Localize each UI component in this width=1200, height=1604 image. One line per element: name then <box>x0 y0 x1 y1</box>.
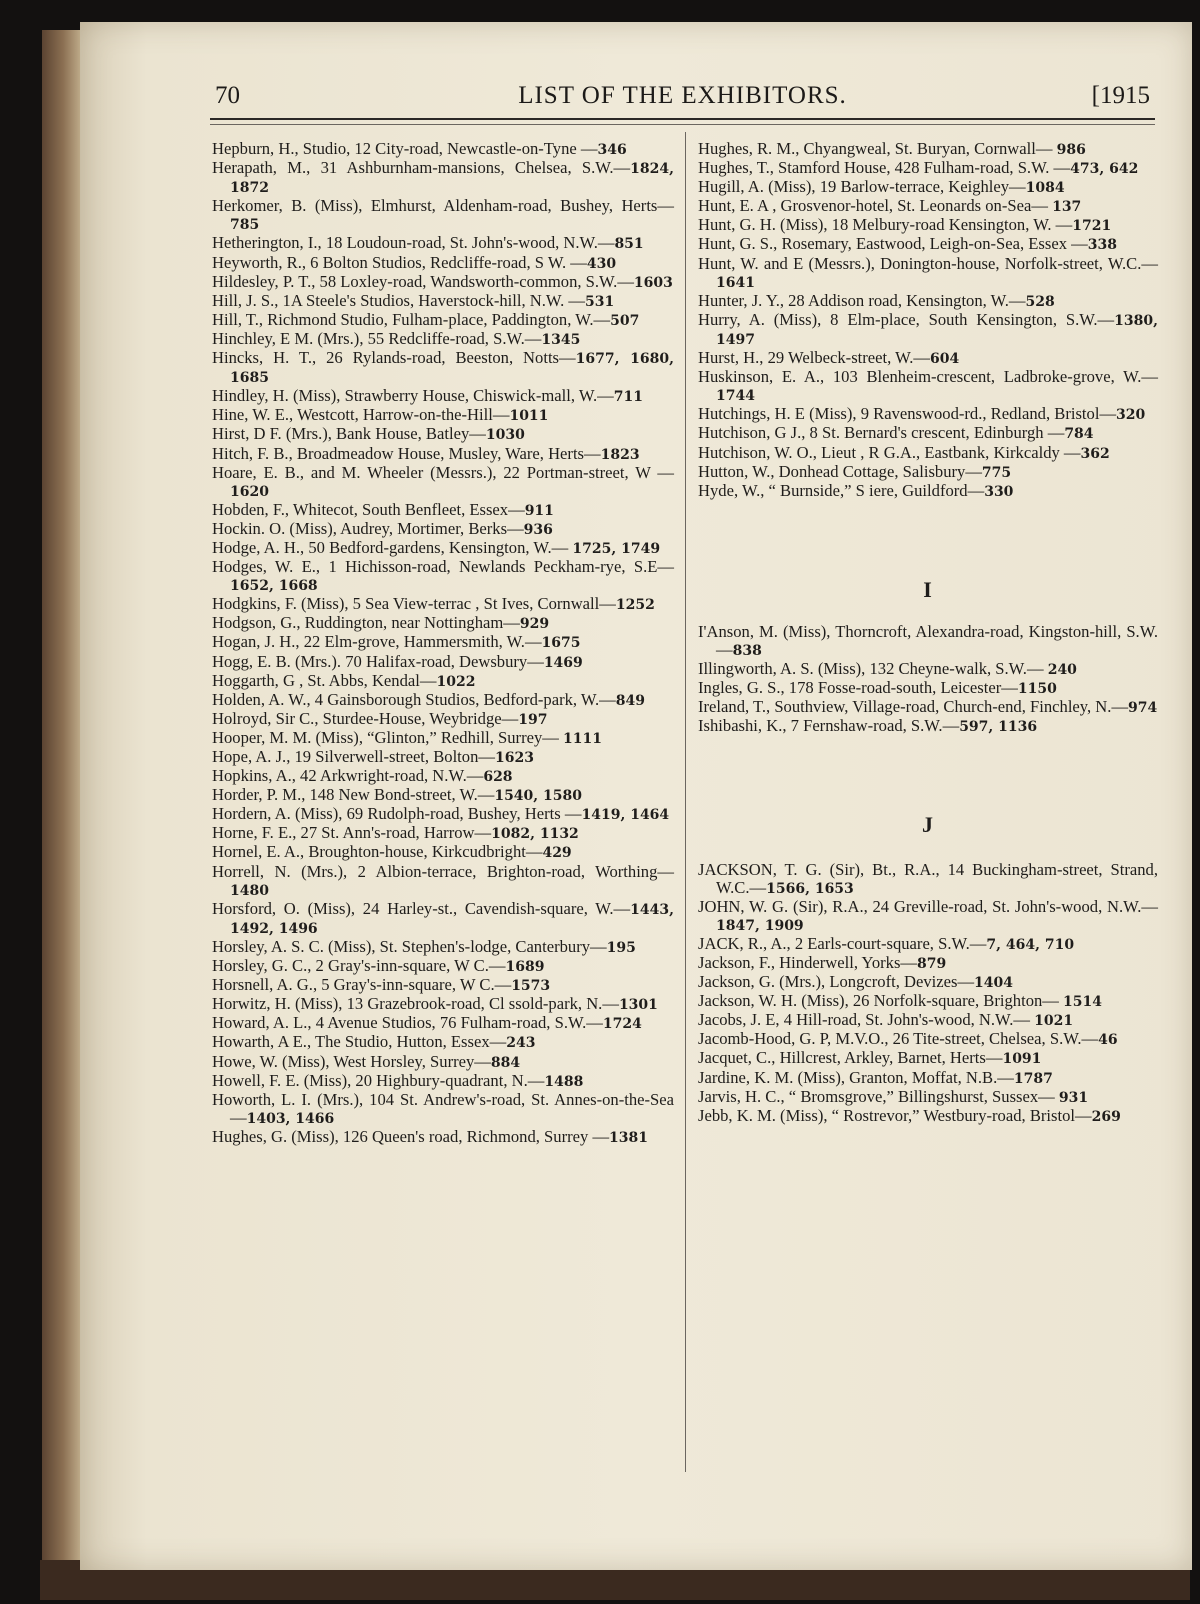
catalogue-numbers: 1823 <box>600 446 640 463</box>
exhibitor-entry <box>212 140 674 159</box>
exhibitor-entry <box>212 425 674 444</box>
exhibitor-details: Horne, F. E., 27 St. Ann's-road, Harrow— <box>212 823 492 843</box>
page-header <box>215 82 1150 122</box>
catalogue-numbers: 1652, 1668 <box>230 578 318 595</box>
catalogue-numbers: 1022 <box>436 673 476 690</box>
exhibitor-details: Hughes, T., Stamford House, 428 Fulham-road, S.W. — <box>698 158 1071 178</box>
catalogue-numbers: 1404 <box>974 975 1014 992</box>
catalogue-numbers: 1111 <box>563 730 602 747</box>
catalogue-numbers: 1603 <box>633 274 673 291</box>
exhibitor-details: JACK, R., A., 2 Earls-court-square, S.W.— <box>698 933 987 953</box>
catalogue-numbers: 1150 <box>1017 681 1057 698</box>
exhibitor-details: Hoare, E. B., and M. Wheeler (Messrs.), 22 Portman-street, W — <box>212 462 674 482</box>
catalogue-numbers: 507 <box>610 312 640 329</box>
exhibitor-details: Jackson, F., Hinderwell, Yorks— <box>698 953 917 972</box>
exhibitor-details: Hunter, J. Y., 28 Addison road, Kensington, W.— <box>698 290 1026 310</box>
exhibitor-entry <box>698 954 1158 973</box>
header-rule-thin <box>210 124 1155 125</box>
catalogue-numbers: 1824, 1872 <box>230 161 674 197</box>
catalogue-numbers: 269 <box>1091 1108 1121 1125</box>
exhibitor-details: Hutchison, G J., 8 St. Bernard's crescent, Edinburgh — <box>698 423 1065 443</box>
exhibitor-entry <box>212 995 674 1014</box>
exhibitor-details: Hine, W. E., Westcott, Harrow-on-the-Hill— <box>212 405 510 425</box>
catalogue-numbers: 849 <box>615 692 646 709</box>
exhibitor-entry <box>212 1053 674 1072</box>
exhibitor-details: Hill, J. S., 1A Steele's Studios, Haverstock-hill, N.W. — <box>212 290 585 310</box>
exhibitor-details: Hordern, A. (Miss), 69 Rudolph-road, Bushey, Herts — <box>212 804 582 824</box>
catalogue-numbers: 1689 <box>505 959 545 976</box>
exhibitor-details: Hoggarth, G , St. Abbs, Kendal— <box>212 670 437 690</box>
exhibitor-entry <box>212 1072 674 1091</box>
exhibitor-details: Jacquet, C., Hillcrest, Arkley, Barnet, Herts— <box>698 1048 1003 1068</box>
exhibitor-details: Holden, A. W., 4 Gainsborough Studios, Bedford-park, W.— <box>212 689 616 709</box>
exhibitor-details: Howell, F. E. (Miss), 20 Highbury-quadrant, N.— <box>212 1070 545 1090</box>
catalogue-numbers: 784 <box>1064 426 1094 443</box>
exhibitor-details: Howorth, L. I. (Mrs.), 104 St. Andrew's-road, St. Annes-on-the-Sea— <box>212 1089 674 1127</box>
exhibitor-entry <box>698 349 1158 368</box>
catalogue-numbers: 1847, 1909 <box>716 917 804 934</box>
exhibitor-details: Hugill, A. (Miss), 19 Barlow-terrace, Keighley— <box>698 177 1026 197</box>
catalogue-numbers: 785 <box>230 217 260 234</box>
catalogue-numbers: 1744 <box>716 388 755 405</box>
year-label: [1915 <box>1091 82 1150 109</box>
exhibitor-details: Howe, W. (Miss), West Horsley, Surrey— <box>212 1051 491 1071</box>
exhibitor-entry <box>698 159 1158 178</box>
exhibitor-details: Horsley, A. S. C. (Miss), St. Stephen's-lodge, Canterbury— <box>212 936 607 956</box>
exhibitor-entry <box>212 863 674 900</box>
exhibitor-details: Hitch, F. B., Broadmeadow House, Musley, Ware, Herts— <box>212 443 601 463</box>
exhibitor-details: Jacobs, J. E, 4 Hill-road, St. John's-wood, N.W.— <box>698 1010 1035 1030</box>
catalogue-numbers: 1419, 1464 <box>581 807 670 824</box>
exhibitor-entry <box>212 633 674 652</box>
exhibitor-entry <box>212 1033 674 1052</box>
exhibitor-details: Horrell, N. (Mrs.), 2 Albion-terrace, Brighton-road, Worthing— <box>212 861 674 881</box>
exhibitor-details: Jarvis, H. C., “ Bromsgrove,” Billingshurst, Sussex— <box>698 1086 1059 1106</box>
catalogue-numbers: 628 <box>483 769 513 786</box>
catalogue-numbers: 1724 <box>602 1016 642 1033</box>
exhibitor-entry <box>698 482 1158 501</box>
exhibitor-details: Herapath, M., 31 Ashburnham-mansions, Chelsea, S.W.— <box>212 158 631 178</box>
exhibitor-details: Hogg, E. B. (Mrs.). 70 Halifax-road, Dewsbury— <box>212 651 544 671</box>
exhibitor-entry <box>698 717 1158 736</box>
catalogue-numbers: 195 <box>606 939 636 956</box>
exhibitor-details: Hunt, G. H. (Miss), 18 Melbury-road Kensington, W. — <box>698 215 1073 235</box>
catalogue-numbers: 936 <box>523 521 553 538</box>
exhibitor-entry <box>698 311 1158 349</box>
catalogue-numbers: 879 <box>917 956 947 972</box>
exhibitor-entry <box>698 679 1158 698</box>
exhibitor-details: Horwitz, H. (Miss), 13 Grazebrook-road, Cl ssold-park, N.— <box>212 994 619 1014</box>
exhibitor-entry <box>212 1014 674 1033</box>
catalogue-numbers: 320 <box>1116 407 1146 424</box>
exhibitor-entry <box>698 1107 1158 1126</box>
exhibitor-details: JACKSON, T. G. (Sir), Bt., R.A., 14 Buckingham-street, Strand, W.C.— <box>698 859 1158 897</box>
exhibitor-entry <box>698 292 1158 311</box>
catalogue-numbers: 240 <box>1047 662 1077 679</box>
catalogue-numbers: 1540, 1580 <box>494 788 583 805</box>
exhibitor-details: Illingworth, A. S. (Miss), 132 Cheyne-walk, S.W.— <box>698 659 1048 679</box>
header-rule <box>210 118 1155 120</box>
exhibitor-entry <box>212 748 674 767</box>
catalogue-numbers: 1488 <box>544 1073 584 1090</box>
catalogue-numbers: 711 <box>613 389 643 406</box>
exhibitor-details: Howarth, A E., The Studio, Hutton, Essex— <box>212 1032 507 1052</box>
catalogue-numbers: 7, 464, 710 <box>986 936 1075 953</box>
catalogue-numbers: 197 <box>518 711 548 728</box>
catalogue-numbers: 851 <box>614 236 644 253</box>
exhibitor-entry <box>698 424 1158 443</box>
catalogue-numbers: 974 <box>1128 700 1158 717</box>
catalogue-numbers: 1084 <box>1025 180 1065 197</box>
catalogue-numbers: 604 <box>930 351 960 368</box>
catalogue-numbers: 1301 <box>618 997 658 1014</box>
exhibitor-entry <box>698 1049 1158 1068</box>
exhibitor-details: Hooper, M. M. (Miss), “Glinton,” Redhill, Surrey— <box>212 727 563 747</box>
catalogue-numbers: 430 <box>586 255 617 272</box>
exhibitor-entry <box>212 824 674 843</box>
exhibitor-details: Jardine, K. M. (Miss), Granton, Moffat, N.B.— <box>698 1067 1014 1087</box>
exhibitor-entry <box>698 660 1158 679</box>
exhibitor-details: Hope, A. J., 19 Silverwell-street, Bolton— <box>212 747 495 766</box>
column-divider <box>685 132 686 1472</box>
catalogue-numbers: 46 <box>1098 1032 1118 1049</box>
h-entries <box>698 140 1158 501</box>
exhibitor-details: Hodges, W. E., 1 Hichisson-road, Newlands Peckham-rye, S.E— <box>212 557 674 577</box>
exhibitor-entry <box>698 1011 1158 1030</box>
exhibitor-details: Jacomb-Hood, G. P, M.V.O., 26 Tite-street, Chelsea, S.W.— <box>698 1029 1099 1049</box>
catalogue-numbers: 1677, 1680, 1685 <box>230 351 674 387</box>
exhibitor-details: Howard, A. L., 4 Avenue Studios, 76 Fulham-road, S.W.— <box>212 1013 603 1033</box>
exhibitor-entry <box>212 672 674 691</box>
catalogue-numbers: 330 <box>984 483 1014 500</box>
exhibitor-details: Hodge, A. H., 50 Bedford-gardens, Kensington, W.— <box>212 537 573 557</box>
exhibitor-details: Hornel, E. A., Broughton-house, Kirkcudbright— <box>212 842 543 862</box>
exhibitor-details: Hobden, F., Whitecot, South Benfleet, Essex— <box>212 499 525 519</box>
exhibitor-entry <box>698 1069 1158 1088</box>
exhibitor-details: Hinchley, E M. (Mrs.), 55 Redcliffe-road, S.W.— <box>212 328 542 348</box>
catalogue-numbers: 1252 <box>615 597 655 614</box>
exhibitor-entry <box>212 311 674 330</box>
exhibitor-entry <box>212 464 674 501</box>
exhibitor-entry <box>698 973 1158 992</box>
exhibitor-entry <box>212 957 674 976</box>
exhibitor-details: Heyworth, R., 6 Bolton Studios, Redcliffe-road, S W. — <box>212 252 587 272</box>
exhibitor-entry <box>212 786 674 805</box>
exhibitor-entry <box>212 1128 674 1147</box>
i-entries <box>698 623 1158 737</box>
exhibitor-entry <box>698 992 1158 1011</box>
exhibitor-entry <box>212 767 674 786</box>
exhibitor-entry <box>212 273 674 292</box>
exhibitor-entry <box>212 330 674 349</box>
catalogue-numbers: 775 <box>981 464 1012 481</box>
exhibitor-entry <box>212 805 674 824</box>
exhibitor-details: Hurst, H., 29 Welbeck-street, W.— <box>698 348 931 368</box>
exhibitor-entry <box>212 843 674 862</box>
exhibitor-details: JOHN, W. G. (Sir), R.A., 24 Greville-road, St. John's-wood, N.W.— <box>698 896 1158 916</box>
exhibitor-details: Horsley, G. C., 2 Gray's-inn-square, W C.— <box>212 956 506 976</box>
exhibitor-entry <box>698 140 1158 159</box>
catalogue-numbers: 1566, 1653 <box>766 880 854 897</box>
exhibitor-details: Hutton, W., Donhead Cottage, Salisbury— <box>698 461 982 481</box>
exhibitor-entry <box>698 898 1158 935</box>
exhibitor-entry <box>212 197 674 234</box>
exhibitor-entry <box>212 539 674 558</box>
exhibitor-entry <box>212 729 674 748</box>
exhibitor-details: Hincks, H. T., 26 Rylands-road, Beeston, Notts— <box>212 348 576 368</box>
exhibitor-details: Hindley, H. (Miss), Strawberry House, Chiswick-mall, W.— <box>212 386 614 406</box>
exhibitor-entry <box>212 710 674 729</box>
catalogue-numbers: 929 <box>519 616 550 633</box>
catalogue-numbers: 1011 <box>509 408 549 425</box>
catalogue-numbers: 1403, 1466 <box>246 1110 335 1127</box>
exhibitor-entry <box>698 935 1158 954</box>
exhibitor-details: Hockin. O. (Miss), Audrey, Mortimer, Berks— <box>212 518 524 538</box>
exhibitor-entry <box>212 387 674 406</box>
right-column <box>698 140 1158 1126</box>
exhibitor-entry <box>698 463 1158 482</box>
catalogue-numbers: 1623 <box>495 750 534 766</box>
catalogue-numbers: 1021 <box>1034 1013 1074 1030</box>
exhibitor-entry <box>698 1030 1158 1049</box>
section-letter-i: I <box>923 576 933 602</box>
exhibitor-entry <box>212 501 674 520</box>
exhibitor-details: Hunt, G. S., Rosemary, Eastwood, Leigh-on-Sea, Essex — <box>698 234 1088 254</box>
catalogue-numbers: 1380, 1497 <box>716 312 1158 348</box>
catalogue-numbers: 911 <box>524 502 554 519</box>
exhibitor-entry <box>698 861 1158 898</box>
exhibitor-entry <box>212 558 674 595</box>
exhibitor-entry <box>212 234 674 253</box>
catalogue-numbers: 1345 <box>541 331 581 348</box>
exhibitor-entry <box>212 595 674 614</box>
catalogue-numbers: 1091 <box>1002 1051 1042 1068</box>
exhibitor-entry <box>212 520 674 539</box>
exhibitor-details: Hirst, D F. (Mrs.), Bank House, Batley— <box>212 424 486 444</box>
catalogue-numbers: 838 <box>732 642 762 659</box>
catalogue-numbers: 1030 <box>485 427 525 444</box>
exhibitor-entry <box>698 235 1158 254</box>
catalogue-numbers: 362 <box>1080 445 1110 462</box>
exhibitor-details: Horsford, O. (Miss), 24 Harley-st., Cavendish-square, W.— <box>212 898 631 918</box>
catalogue-numbers: 1675 <box>541 635 581 652</box>
exhibitor-details: Hildesley, P. T., 58 Loxley-road, Wandsworth-common, S.W.— <box>212 271 634 291</box>
left-column <box>212 140 674 1147</box>
catalogue-numbers: 346 <box>597 142 627 158</box>
exhibitor-details: Hutchison, W. O., Lieut , R G.A., Eastbank, Kirkcaldy — <box>698 442 1081 462</box>
exhibitor-details: Hyde, W., “ Burnside,” S iere, Guildford— <box>698 480 985 500</box>
exhibitor-entry <box>212 976 674 995</box>
exhibitor-details: Jebb, K. M. (Miss), “ Rostrevor,” Westbury-road, Bristol— <box>698 1105 1092 1125</box>
exhibitor-entry <box>212 406 674 425</box>
catalogue-numbers: 597, 1136 <box>959 719 1038 736</box>
exhibitor-entry <box>212 938 674 957</box>
catalogue-numbers: 531 <box>584 293 615 310</box>
catalogue-numbers: 931 <box>1058 1089 1089 1106</box>
exhibitor-entry <box>212 900 674 938</box>
exhibitor-entry <box>698 216 1158 235</box>
exhibitor-entry <box>212 691 674 710</box>
catalogue-numbers: 429 <box>542 845 572 862</box>
exhibitor-entry <box>698 1088 1158 1107</box>
exhibitor-details: Hunt, E. A , Grosvenor-hotel, St. Leonards on-Sea— <box>698 196 1053 216</box>
exhibitor-details: Horder, P. M., 148 New Bond-street, W.— <box>212 785 495 805</box>
exhibitor-details: Herkomer, B. (Miss), Elmhurst, Aldenham-road, Bushey, Herts— <box>212 196 674 216</box>
catalogue-numbers: 1443, 1492, 1496 <box>230 901 674 937</box>
catalogue-numbers: 338 <box>1087 237 1117 254</box>
page-number: 70 <box>215 82 240 109</box>
exhibitor-details: Hetherington, I., 18 Loudoun-road, St. John's-wood, N.W.— <box>212 233 615 253</box>
exhibitor-entry <box>212 159 674 197</box>
catalogue-numbers: 1514 <box>1063 994 1102 1011</box>
exhibitor-details: Hogan, J. H., 22 Elm-grove, Hammersmith, W.— <box>212 632 542 652</box>
catalogue-numbers: 1721 <box>1072 218 1112 235</box>
catalogue-numbers: 1082, 1132 <box>491 826 579 843</box>
exhibitor-details: Hopkins, A., 42 Arkwright-road, N.W.— <box>212 766 484 786</box>
exhibitor-details: I'Anson, M. (Miss), Thorncroft, Alexandra-road, Kingston-hill, S.W.— <box>698 621 1158 659</box>
exhibitor-entry <box>698 255 1158 292</box>
catalogue-numbers: 243 <box>506 1035 536 1052</box>
exhibitor-details: Hunt, W. and E (Messrs.), Donington-house, Norfolk-street, W.C.— <box>698 253 1158 273</box>
exhibitor-details: Hughes, G. (Miss), 126 Queen's road, Richmond, Surrey — <box>212 1126 610 1146</box>
exhibitor-details: Hepburn, H., Studio, 12 City-road, Newcastle-on-Tyne — <box>212 139 598 158</box>
exhibitor-entry <box>212 292 674 311</box>
catalogue-numbers: 137 <box>1052 199 1082 216</box>
catalogue-numbers: 1641 <box>716 274 755 291</box>
page-title: LIST OF THE EXHIBITORS. <box>518 82 847 109</box>
exhibitor-details: Ireland, T., Southview, Village-road, Church-end, Finchley, N.— <box>698 697 1129 717</box>
exhibitor-details: Jackson, W. H. (Miss), 26 Norfolk-square, Brighton— <box>698 991 1064 1011</box>
exhibitor-details: Hughes, R. M., Chyangweal, St. Buryan, Cornwall— <box>698 139 1057 158</box>
exhibitor-details: Horsnell, A. G., 5 Gray's-inn-square, W C.— <box>212 975 512 995</box>
catalogue-numbers: 1620 <box>230 483 269 500</box>
exhibitor-details: Hodgkins, F. (Miss), 5 Sea View-terrac , St Ives, Cornwall— <box>212 594 616 614</box>
catalogue-numbers: 1573 <box>511 978 551 995</box>
catalogue-numbers: 1469 <box>543 654 583 671</box>
catalogue-numbers: 1787 <box>1013 1070 1053 1087</box>
catalogue-numbers: 1725, 1749 <box>572 540 661 557</box>
j-entries <box>698 861 1158 1126</box>
exhibitor-details: Hodgson, G., Ruddington, near Nottingham— <box>212 613 520 633</box>
catalogue-numbers: 528 <box>1025 293 1055 310</box>
exhibitor-entry <box>698 405 1158 424</box>
catalogue-numbers: 1480 <box>230 882 269 899</box>
exhibitor-details: Hurry, A. (Miss), 8 Elm-place, South Kensington, S.W.— <box>698 309 1115 329</box>
catalogue-numbers: 986 <box>1056 142 1086 158</box>
section-letter-j: J <box>922 812 934 838</box>
exhibitor-entry <box>698 368 1158 405</box>
exhibitor-entry <box>698 623 1158 660</box>
catalogue-numbers: 884 <box>490 1054 521 1071</box>
exhibitor-entry <box>212 349 674 387</box>
exhibitor-entry <box>212 254 674 273</box>
exhibitor-details: Huskinson, E. A., 103 Blenheim-crescent, Ladbroke-grove, W.— <box>698 367 1158 387</box>
exhibitor-entry <box>698 444 1158 463</box>
exhibitor-entry <box>698 698 1158 717</box>
exhibitor-details: Hutchings, H. E (Miss), 9 Ravenswood-rd., Redland, Bristol— <box>698 404 1117 424</box>
exhibitor-details: Hill, T., Richmond Studio, Fulham-place, Paddington, W.— <box>212 309 611 329</box>
catalogue-numbers: 473, 642 <box>1070 161 1139 178</box>
exhibitor-entry <box>212 653 674 672</box>
exhibitor-entry <box>698 197 1158 216</box>
exhibitor-details: Ishibashi, K., 7 Fernshaw-road, S.W.— <box>698 716 960 736</box>
exhibitor-entry <box>212 614 674 633</box>
catalogue-numbers: 1381 <box>609 1129 649 1146</box>
exhibitor-details: Ingles, G. S., 178 Fosse-road-south, Leicester— <box>698 678 1018 698</box>
exhibitor-entry <box>212 1091 674 1128</box>
exhibitor-details: Jackson, G. (Mrs.), Longcroft, Devizes— <box>698 972 975 992</box>
exhibitor-entry <box>212 445 674 464</box>
exhibitor-entry <box>698 178 1158 197</box>
exhibitor-details: Holroyd, Sir C., Sturdee-House, Weybridge— <box>212 708 519 728</box>
